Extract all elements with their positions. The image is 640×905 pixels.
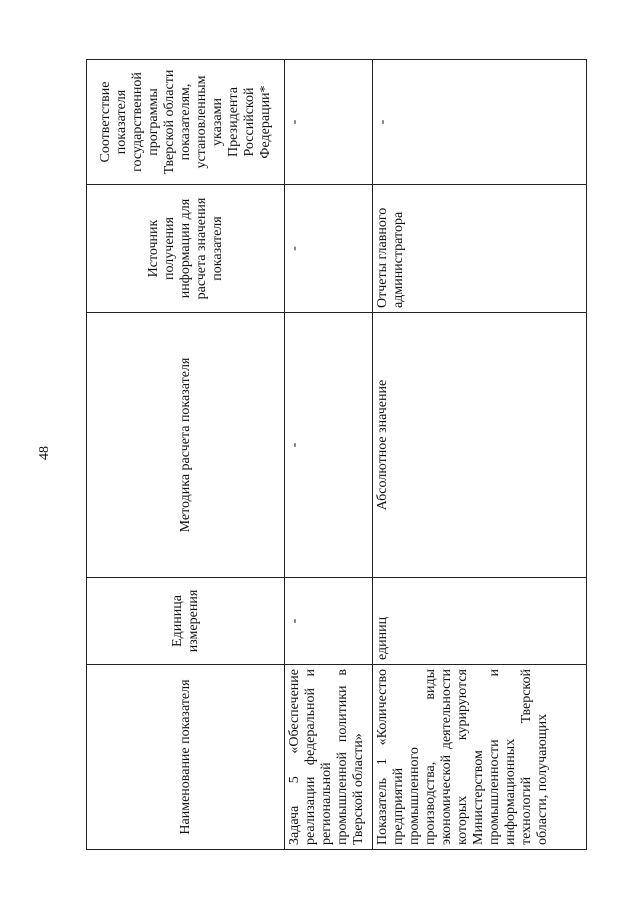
cell-indicator-name: Задача 5 «Обеспечение реализации федеральной и региональной промышленной политики в Тверской области»	[285, 665, 373, 850]
rotated-table-container	[86, 60, 586, 850]
cell-unit: -	[285, 578, 373, 665]
header-indicator-name: Наименование показателя	[87, 665, 285, 850]
cell-correspondence: -	[285, 60, 373, 185]
header-source: Источник получения информации для расчета значения показателя	[87, 185, 285, 313]
cell-correspondence: -	[373, 60, 587, 185]
table-row	[285, 60, 373, 850]
cell-unit: единиц	[373, 578, 587, 665]
cell-source: Отчеты главного администратора	[373, 185, 587, 313]
header-correspondence: Соответствие показателя государственной программы Тверской области показателям, установленным указами Президента Российской Федерации*	[87, 60, 285, 185]
cell-method: Абсолютное значение	[373, 313, 587, 578]
table-row	[373, 60, 587, 850]
cell-method: -	[285, 313, 373, 578]
header-unit: Единица измерения	[87, 578, 285, 665]
indicators-table	[86, 59, 587, 850]
table-header-row	[87, 60, 285, 850]
cell-indicator-name: Показатель 1 «Количество предприятий промышленного производства, виды экономической деятельности которых курируются Министерством промышленности и информационных технологий Тверской области, получающих	[373, 665, 587, 850]
cell-source: -	[285, 185, 373, 313]
header-method: Методика расчета показателя	[87, 313, 285, 578]
page-number: 48	[37, 446, 52, 460]
